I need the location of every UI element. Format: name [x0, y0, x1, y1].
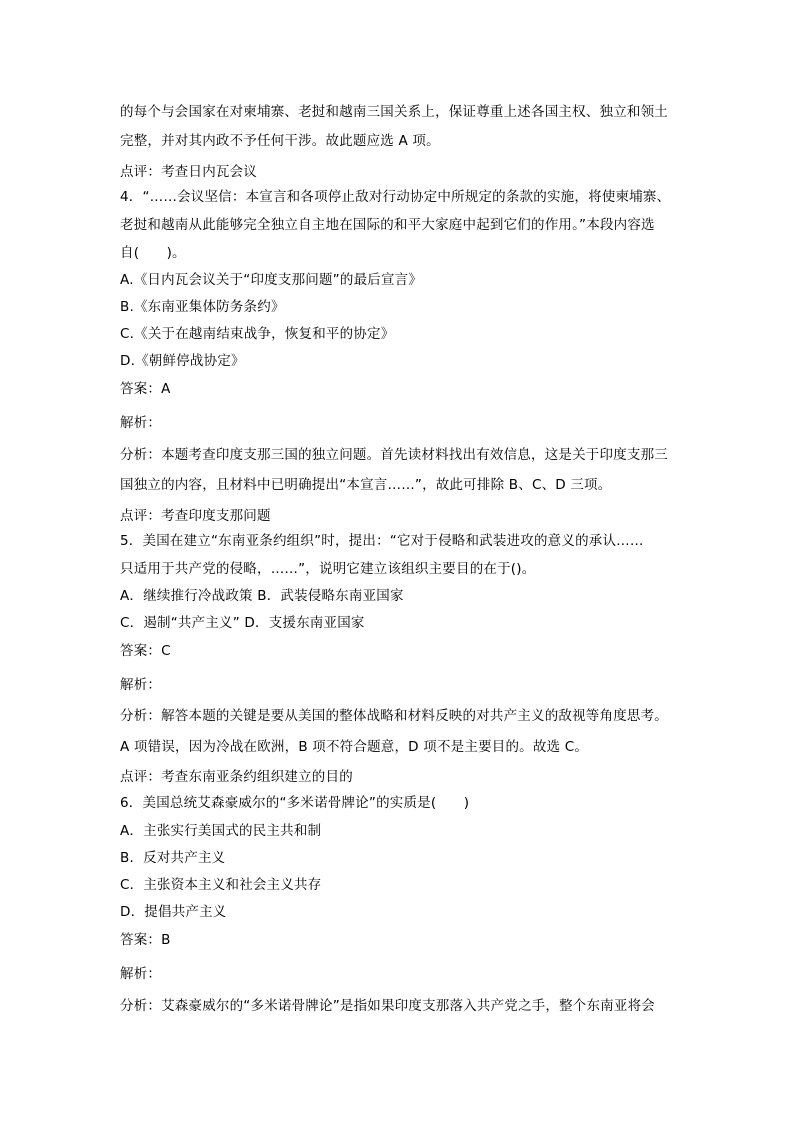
options-cd: C．遏制“共产主义” D．支援东南亚国家 — [120, 615, 365, 631]
text-line: 自( )。 — [120, 245, 186, 261]
analysis-label: 解析： — [120, 677, 162, 693]
option-b: B.《东南亚集体防务条约》 — [120, 299, 285, 315]
analysis-text: 分析：艾森豪威尔的“多米诺骨牌论”是指如果印度支那落入共产党之手，整个东南亚将会 — [120, 998, 655, 1014]
question-6-stem: 6．美国总统艾森豪威尔的“多米诺骨牌论”的实质是( ) — [120, 795, 470, 811]
text-line: 老挝和越南从此能够完全独立自主地在国际的和平大家庭中起到它们的作用。”本段内容选 — [120, 217, 655, 233]
answer: 答案：C — [120, 643, 171, 659]
option-c: C.《关于在越南结束战争，恢复和平的协定》 — [120, 326, 395, 342]
option-c: C．主张资本主义和社会主义共存 — [120, 877, 322, 893]
analysis-label: 解析： — [120, 415, 162, 431]
analysis-text: 分析：本题考查印度支那三国的独立问题。首先读材料找出有效信息，这是关于印度支那三 — [120, 447, 668, 463]
text-line: 完整，并对其内政不予任何干涉。故此题应选 A 项。 — [120, 133, 440, 149]
comment: 点评：考查东南亚条约组织建立的目的 — [120, 769, 353, 785]
options-ab: A．继续推行冷战政策 B．武装侵略东南亚国家 — [120, 588, 404, 604]
answer: 答案：A — [120, 381, 171, 397]
text-line: 点评：考查日内瓦会议 — [120, 164, 257, 180]
option-a: A.《日内瓦会议关于“印度支那问题”的最后宣言》 — [120, 272, 423, 288]
analysis-text: A 项错误，因为冷战在欧洲，B 项不符合题意，D 项不是主要目的。故选 C。 — [120, 739, 589, 755]
question-5-stem: 5．美国在建立“东南亚条约组织”时，提出：“它对于侵略和武装进攻的意义的承认…… — [120, 533, 644, 549]
analysis-text: 分析：解答本题的关键是要从美国的整体战略和材料反映的对共产主义的敌视等角度思考。 — [120, 708, 668, 724]
option-a: A．主张实行美国式的民主共和制 — [120, 823, 322, 839]
answer: 答案：B — [120, 932, 171, 948]
question-4-stem: 4．“……会议坚信：本宣言和各项停止敌对行动协定中所规定的条款的实施，将使柬埔寨、 — [120, 189, 671, 205]
option-d: D.《朝鲜停战协定》 — [120, 353, 245, 369]
analysis-label: 解析： — [120, 966, 162, 982]
comment: 点评：考查印度支那问题 — [120, 508, 271, 524]
text-line: 的每个与会国家在对柬埔寨、老挝和越南三国关系上，保证尊重上述各国主权、独立和领土 — [120, 104, 668, 120]
option-d: D．提倡共产主义 — [120, 904, 227, 920]
text-line: 只适用于共产党的侵略，……”，说明它建立该组织主要目的在于()。 — [120, 561, 536, 577]
analysis-text: 国独立的内容，且材料中已明确提出“本宣言……”，故此可排除 B、C、D 三项。 — [120, 477, 612, 493]
option-b: B．反对共产主义 — [120, 850, 226, 866]
